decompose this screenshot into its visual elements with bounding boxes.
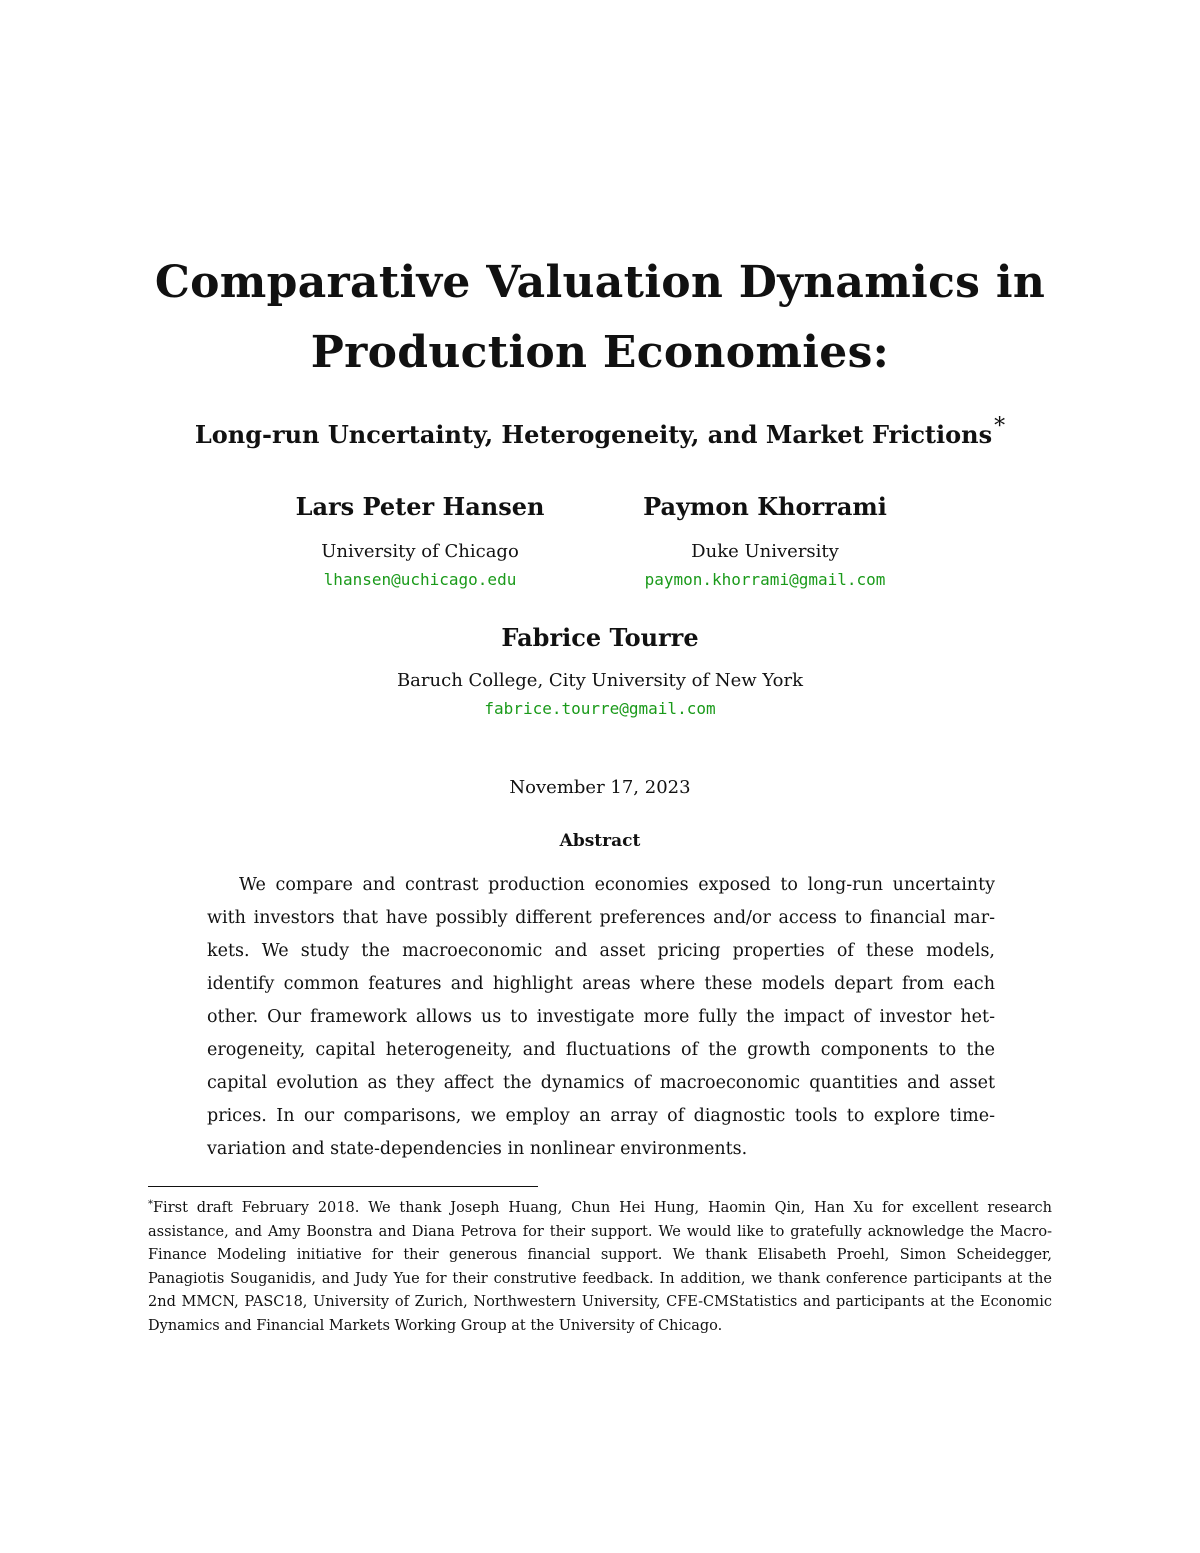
paper-subtitle (100, 410, 1100, 452)
abstract-heading: Abstract (559, 831, 641, 851)
subtitle-text: Long-run Uncertainty, Heterogeneity, and Market Frictions (194, 420, 993, 449)
footnote (148, 1193, 1052, 1338)
author-block-khorrami (590, 490, 940, 594)
author-email-link[interactable]: paymon.khorrami@gmail.com (644, 570, 886, 589)
author-affiliation: Baruch College, City University of New York (396, 670, 804, 691)
title-line-1: Comparative Valuation Dynamics in (154, 257, 1046, 308)
footnote-text: First draft February 2018. We thank Joseph Huang, Chun Hei Hung, Haomin Qin, Han Xu for excellent research assistance, and Amy Boonstra and Diana Petrova for their support. We would like to gratefully acknowledge the Macro-Finance Modeling initiative for their generous financial support. We thank Elisabeth Proehl, Simon Scheidegger, Panagiotis Souganidis, and Judy Yue for their construtive feedback. In addition, we thank conference participants at the 2nd MMCN, PASC18, University of Zurich, Northwestern University, CFE-CMStatistics and participants at the Economic Dynamics and Financial Markets Working Group at the University of Chicago. (148, 1200, 1052, 1334)
author-email-link[interactable]: lhansen@uchicago.edu (323, 570, 517, 589)
paper-title (100, 248, 1100, 388)
footnote-mark: * (148, 1199, 153, 1210)
author-affiliation: Duke University (691, 541, 839, 562)
author-name: Paymon Khorrami (643, 492, 887, 521)
author-email-link[interactable]: fabrice.tourre@gmail.com (484, 699, 716, 718)
paper-date: November 17, 2023 (509, 777, 691, 798)
subtitle-footnote-mark[interactable]: * (994, 414, 1006, 439)
author-name: Fabrice Tourre (501, 623, 699, 652)
author-block-hansen (245, 490, 595, 594)
footnote-divider (148, 1186, 538, 1187)
author-affiliation: University of Chicago (321, 541, 519, 562)
title-line-2: Production Economies: (310, 327, 890, 378)
author-block-tourre (300, 621, 900, 723)
author-name: Lars Peter Hansen (295, 492, 545, 521)
abstract-text: We compare and contrast production economies exposed to long-run uncertainty with investors that have possibly different preferences and/or access to financial markets. We study the macroeconomic and asset pricing properties of these models, identify common features and highlight areas where these models depart from each other. Our framework allows us to investigate more fully the impact of investor heterogeneity, capital heterogeneity, and fluctuations of the growth components to the capital evolution as they affect the dynamics of macroeconomic quantities and asset prices. In our comparisons, we employ an array of diagnostic tools to explore time-variation and state-dependencies in nonlinear environments. (207, 875, 995, 1159)
